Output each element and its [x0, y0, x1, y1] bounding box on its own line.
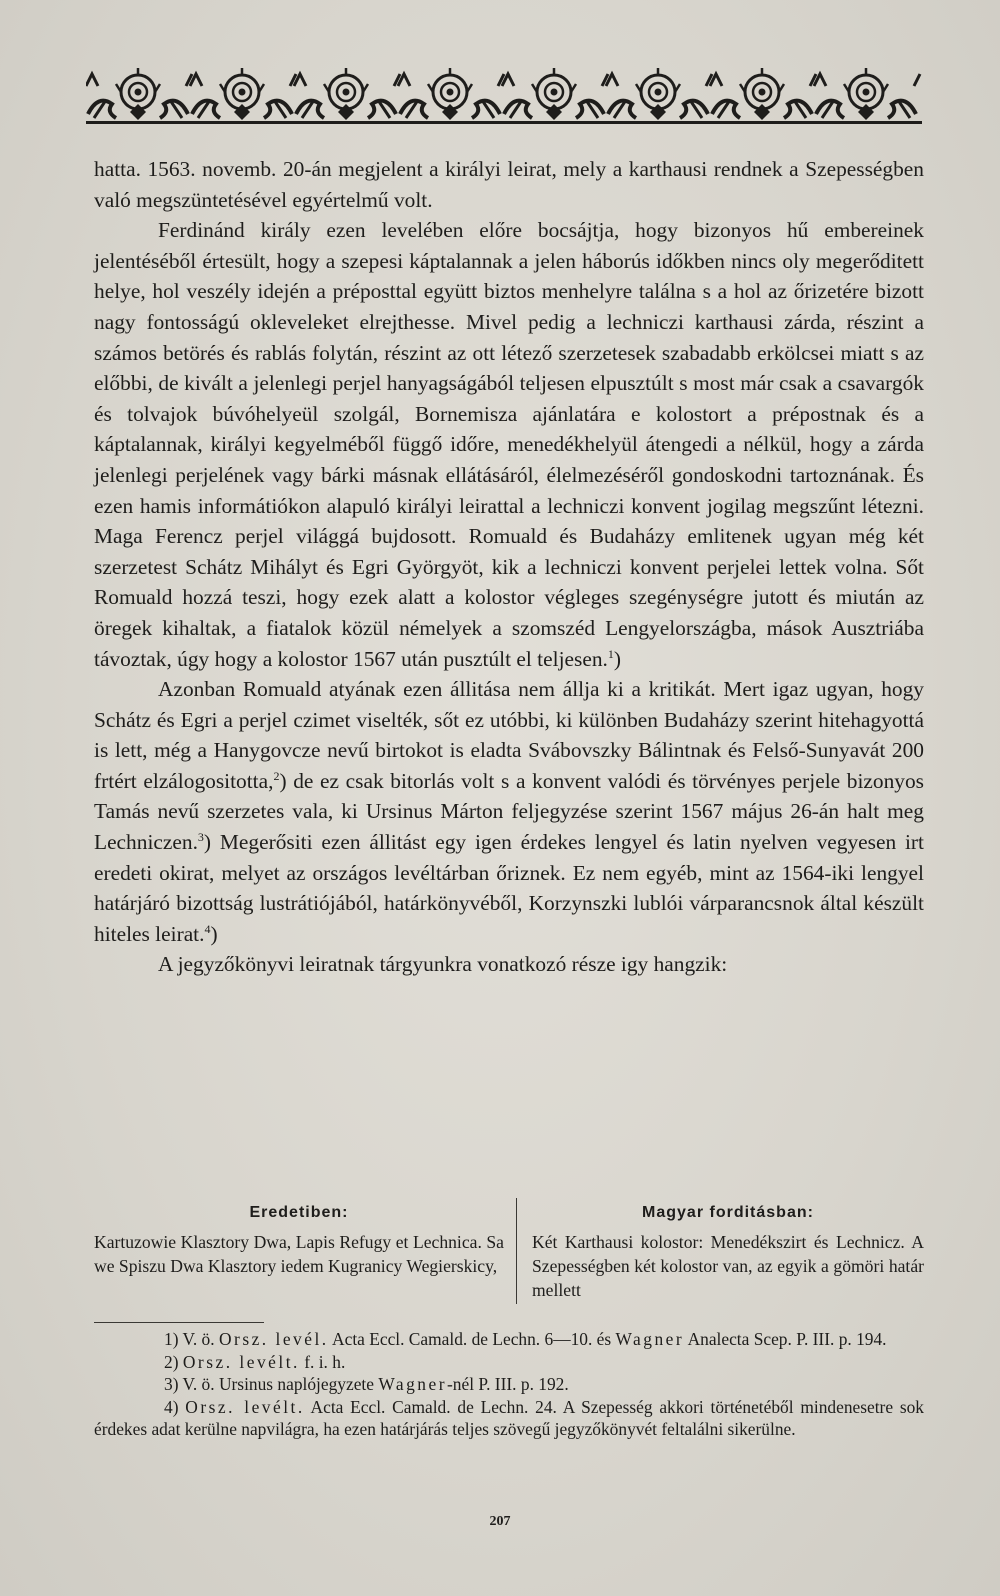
paragraph-4: A jegyzőkönyvi leiratnak tárgyunkra vonatkozó része igy hangzik: [158, 952, 728, 977]
footnote-2-mark: 2) [164, 1351, 179, 1372]
footnote-1-archive: Orsz. levél. [218, 1329, 329, 1349]
footnote-ref-4: 4 [204, 921, 211, 936]
paragraph-2-text: Ferdinánd király ezen levelében előre bocsájtja, hogy bizonyos hű embereinek jelentéséből értesült, hogy a szepesi káptalannak a jelen háborús időkben nincs oly megerőditett helye, hol veszély idején a préposttal együtt biztos menhelyre találna s a hol az őrizetére bizott nagy fontosságú okleveleket elrejthesse. Mivel pedig a lechniczi karthausi zárda, részint a számos betörés és rablás folytán, részint az ott létező szerzetesek szabadabb erkölcsei miatt s az előbbi, de kivált a jelenlegi perjel hanyagságából teljesen elpusztúlt s most már csak a csavargók és tolvajok búvóhelyeül szolgál, Bornemisza ajánlatára e kolostort a prépostnak és a káptalannak, királyi kegyelméből függő időre, menedékhelyül átengedi a nélkül, hogy a zárda jelenlegi perjelének vagy bárki másnak ellátásáról, élelmezéséről gondoskodni tartoznának. És ezen hamis informátiókon alapuló királyi leirattal a lechniczi konvent jogilag megszűnt létezni. Maga Ferencz perjel világgá bujdosott. Romuald és Budaházy emlitenek ugyan még két szerzetest Schátz Mihályt és Egri Györgyöt, kik a lechniczi konvent perjelei lettek volna. Sőt Romuald hozzá teszi, hogy ezek alatt a kolostor végleges szegénységre jutott és miután az öregek kihaltak, a fiatalok közül némelyek a szomszéd Lengyelországba, mások Ausztriába távoztak, úgy hogy a kolostor 1567 után pusztúlt el teljesen. [94, 218, 924, 671]
footnote-2-archive: Orsz. levélt. [182, 1351, 300, 1372]
main-text [94, 154, 924, 980]
footnote-3-author: Wagner [378, 1374, 447, 1395]
footnote-1-source: Acta Eccl. Camald. de Lechn. 6—10. és [332, 1329, 612, 1349]
footnote-4 [94, 1396, 924, 1441]
footnotes [94, 1328, 924, 1441]
footnote-3-mark: 3) [164, 1374, 179, 1395]
original-text: Kartuzowie Klasztory Dwa, Lapis Refugy et Lechnica. Sa we Spiszu Dwa Klasztory iedem Kugranicy Wegierskicy, [94, 1232, 504, 1276]
paragraph-3: Azonban Romuald atyának ezen állitása nem állja ki a kritikát. Mert igaz ugyan, hogy Schátz és Egri a perjel czimet viselték, sőt ez utóbbi, ki különben Budaházy szerint hitehagyottá is lett, még a Hanygovcze nevű birtokot is eladta Svábovszky Bálintnak és Felső-Sunyavát 200 frtért elzálogositotta,$^2$) de ez csak bitorlás volt s a konvent valódi és törvényes perjele bizonyos Tamás nevű szerzetes vala, ki Ursinus Márton feljegyzése szerint 1567 május 26-án halt meg Lechniczen.$^3$) Megerősiti ezen állitást egy igen érdekes lengyel és latin nyelven vegyesen irt eredeti okirat, melyet az országos levéltárban őriznek. Ez nem egyéb, mint az 1564-iki lengyel határjáró bizottság lustrátiójából, határkönyvéből, Korzynszki lublói várparancsnok által készült hiteles leirat.$^4$) [94, 677, 924, 946]
translation-text: Két Karthausi kolostor: Menedékszirt és Lechnicz. A Szepességben két kolostor van, az egyik a gömöri határ mellett [532, 1232, 924, 1300]
footnote-separator [94, 1322, 264, 1323]
footnote-3-source: V. ö. Ursinus naplójegyzete [182, 1374, 374, 1395]
footnote-4-text: Acta Eccl. Camald. de Lechn. 24. A Szepesség akkori történetéből mindenesetre sok érdekes adat kerülne napvilágra, ha ezen határjárás teljes szövegű jegyzőkönyvét feltalálni sikerülne. [94, 1396, 924, 1440]
decorative-header-ornament [86, 64, 922, 130]
footnote-ref-1: 1 [607, 646, 614, 661]
footnote-ref-3: 3 [197, 829, 204, 844]
translation-heading: Magyar forditásban: [642, 1204, 814, 1221]
footnote-3 [94, 1373, 924, 1396]
footnote-3-ref: -nél P. III. p. 192. [446, 1374, 569, 1395]
footnote-2-ref: f. i. h. [304, 1351, 346, 1372]
footnote-ref-2: 2 [273, 768, 280, 783]
footnote-1-ref: V. ö. [182, 1329, 215, 1349]
footnote-1 [94, 1328, 924, 1351]
footnote-1-work: Analecta Scep. P. III. p. 194. [687, 1329, 887, 1349]
translation-column [532, 1196, 924, 1302]
footnote-1-author: Wagner [615, 1329, 685, 1349]
page-number: 207 [489, 1514, 511, 1529]
paragraph-3-text-b: de ez csak bitorlás volt s a konvent valódi és törvényes perjele bizonyos Tamás nevű szerzetes vala, ki Ursinus Márton feljegyzése szerint 1567 május 26-án halt meg Lechniczen. [94, 768, 924, 855]
column-divider [516, 1198, 517, 1304]
footnote-4-archive: Orsz. levélt. [185, 1396, 305, 1417]
paragraph-2: Ferdinánd király ezen levelében előre bocsájtja, hogy bizonyos hű embereinek jelentéséből értesült, hogy a szepesi káptalannak a jelen háborús időkben nincs oly megerőditett helye, hol veszély idején a préposttal együtt biztos menhelyre találna s a hol az őrizetére bizott nagy fontosságú okleveleket elrejthesse. Mivel pedig a lechniczi karthausi zárda, részint a számos betörés és rablás folytán, részint az ott létező szerzetesek szabadabb erkölcsei miatt s az előbbi, de kivált a jelenlegi perjel hanyagságából teljesen elpusztúlt s most már csak a csavargók és tolvajok búvóhelyeül szolgál, Bornemisza ajánlatára e kolostort a prépostnak és a káptalannak, királyi kegyelméből függő időre, menedékhelyül átengedi a nélkül, hogy a zárda jelenlegi perjelének vagy bárki másnak ellátásáról, élelmezéséről gondoskodni tartoznának. És ezen hamis informátiókon alapuló királyi leirattal a lechniczi konvent jogilag megszűnt létezni. Maga Ferencz perjel világgá bujdosott. Romuald és Budaházy emlitenek ugyan még két szerzetest Schátz Mihályt és Egri Györgyöt, kik a lechniczi konvent perjelei lettek volna. Sőt Romuald hozzá teszi, hogy ezek alatt a kolostor végleges szegénységre jutott és miután az öregek kihaltak, a fiatalok közül némelyek a szomszéd Lengyelországba, mások Ausztriába távoztak, úgy hogy a kolostor 1567 után pusztúlt el teljesen.$^1$) [94, 218, 924, 671]
paragraph-3-text-c: Megerősiti ezen állitást egy igen érdekes lengyel és latin nyelven vegyesen irt eredeti okirat, melyet az országos levéltárban őriznek. Ez nem egyéb, mint az 1564-iki lengyel határjáró bizottság lustrátiójából, határkönyvéből, Korzynszki lublói várparancsnok által készült hiteles leirat. [94, 830, 924, 946]
paragraph-3-text-a: Azonban Romuald atyának ezen állitása nem állja ki a kritikát. Mert igaz ugyan, hogy Schátz és Egri a perjel czimet viselték, sőt ez utóbbi, ki különben Budaházy szerint hitehagyottá is lett, még a Hanygovcze nevű birtokot is eladta Svábovszky Bálintnak és Felső-Sunyavát 200 frtért elzálogositotta, [94, 677, 924, 793]
parallel-columns [94, 1196, 924, 1308]
footnote-1-mark: 1) [164, 1329, 179, 1349]
footnote-4-mark: 4) [164, 1396, 179, 1417]
paragraph-1: hatta. 1563. novemb. 20-án megjelent a királyi leirat, mely a karthausi rendnek a Szepességben való megszüntetésével egyértelmű volt. [94, 157, 924, 212]
original-heading: Eredetiben: [249, 1204, 349, 1221]
footnote-2 [94, 1351, 924, 1374]
original-column [94, 1196, 504, 1278]
